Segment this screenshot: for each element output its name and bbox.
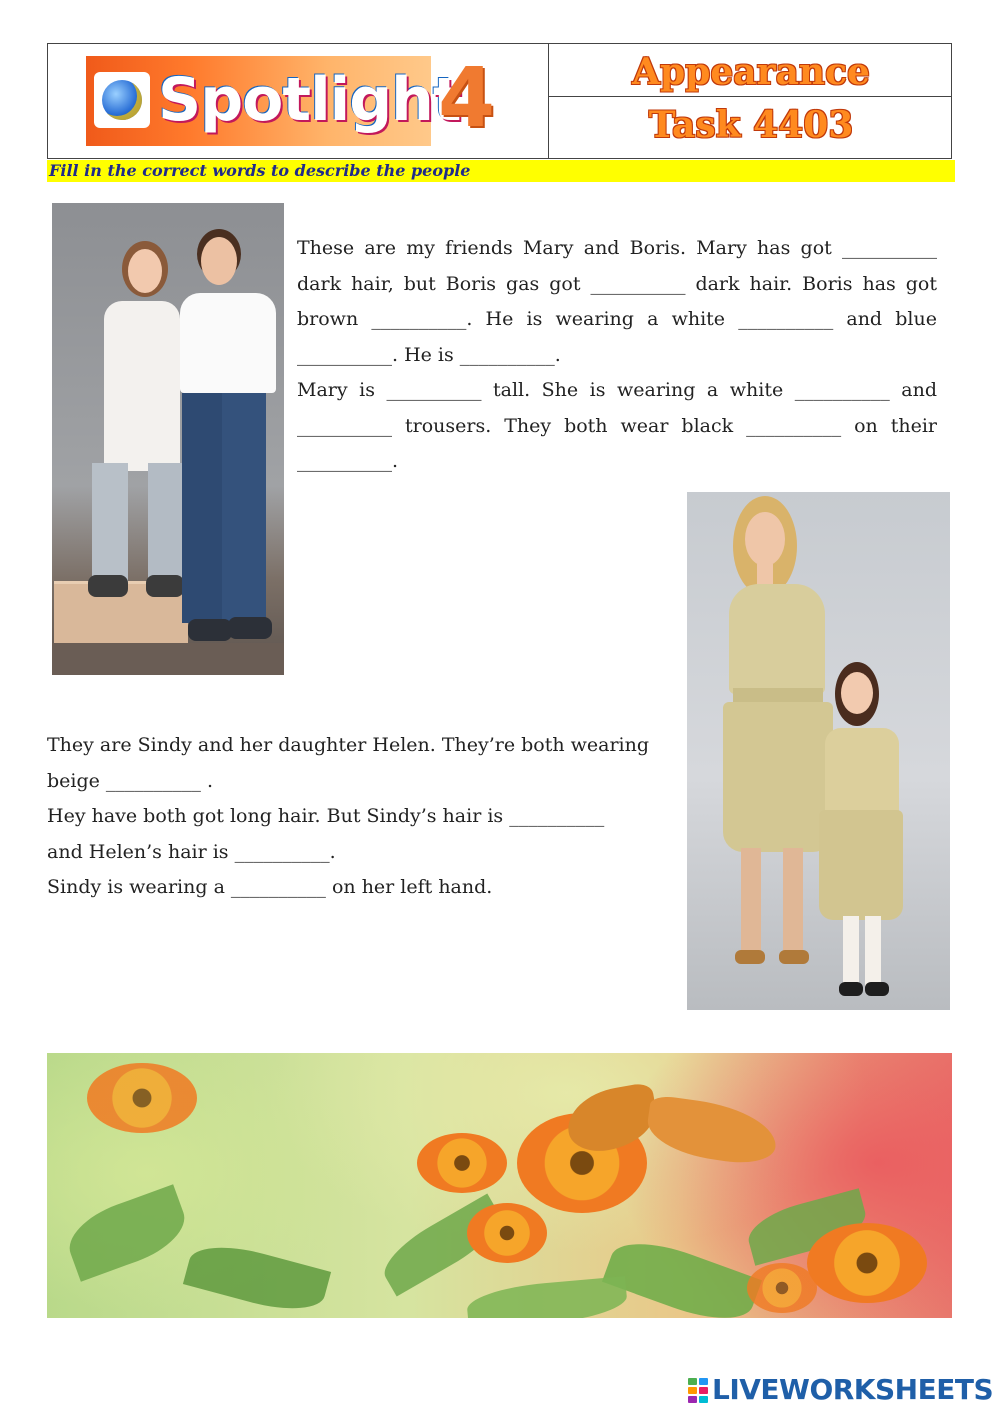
- header-table: [47, 43, 952, 159]
- instruction-banner: Fill in the correct words to describe the people: [47, 160, 955, 182]
- text-line: __________. He is __________.: [297, 343, 561, 366]
- liveworksheets-text: LIVEWORKSHEETS: [712, 1373, 994, 1406]
- text-line: and Helen’s hair is __________.: [47, 840, 336, 863]
- text-line: Hey have both got long hair. But Sindy’s hair is __________: [47, 805, 605, 827]
- logo-number: 4: [438, 51, 496, 146]
- logo-word: Spotlight: [158, 65, 461, 135]
- text-line: __________ trousers. They both wear black __________ on their: [297, 414, 937, 437]
- paragraph-sindy-helen: [47, 728, 677, 906]
- text-line: dark hair, but Boris gas got __________ dark hair. Boris has got: [297, 272, 937, 295]
- globe-icon: [94, 72, 150, 128]
- butterfly: [562, 1082, 661, 1157]
- text-line: Mary is __________ tall. She is wearing a white __________ and: [297, 379, 937, 401]
- flower-butterfly-banner: [47, 1053, 952, 1318]
- title-appearance: Appearance: [632, 51, 870, 93]
- text-line: These are my friends Mary and Boris. Mary has got __________: [297, 237, 937, 259]
- title-task-number: Task 4403: [648, 104, 854, 146]
- text-line: __________.: [297, 450, 399, 472]
- liveworksheets-icon: [688, 1378, 710, 1404]
- text-line: Sindy is wearing a __________ on her left hand.: [47, 876, 493, 898]
- photo-mary-and-boris: [52, 203, 284, 675]
- photo-sindy-and-helen: [687, 492, 950, 1010]
- paragraph-mary-boris: [297, 231, 937, 480]
- text-line: They are Sindy and her daughter Helen. They’re both wearing: [47, 734, 650, 756]
- liveworksheets-logo: [688, 1372, 994, 1408]
- text-line: beige __________ .: [47, 769, 214, 792]
- spotlight-logo: [86, 56, 461, 146]
- text-line: brown __________. He is wearing a white __________ and blue: [297, 308, 937, 330]
